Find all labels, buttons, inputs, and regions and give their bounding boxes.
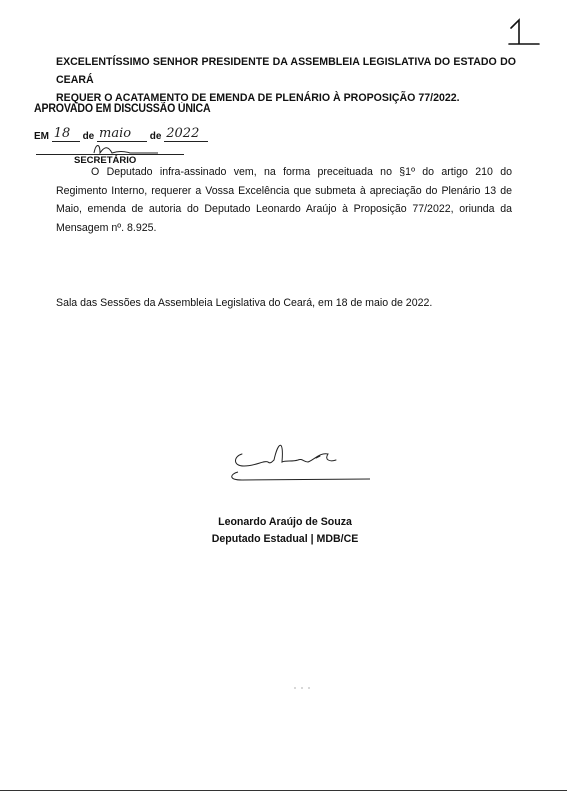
document-header (56, 53, 516, 107)
stamp-de-label-1: de (82, 131, 95, 142)
stamp-title: APROVADO EM DISCUSSÃO ÚNICA (34, 103, 211, 115)
request-paragraph-text: O Deputado infra-assinado vem, na forma preceituada no §1º do artigo 210 do Regimento Interno, requerer a Vossa Excelência que submeta à apreciação do Plenário 13 de Maio, emenda de autoria do Deputado Leonardo Araújo à Proposição 77/2022, oriunda da Mensagem nº. 8.925. (56, 166, 512, 234)
signer-name: Leonardo Araújo de Souza (218, 516, 352, 528)
stamp-em-label: EM (34, 131, 49, 142)
stamp-day: 18 (53, 126, 71, 141)
closing-line: Sala das Sessões da Assembleia Legislativa do Ceará, em 18 de maio de 2022. (56, 297, 433, 309)
footer-rule (0, 790, 567, 791)
request-paragraph (56, 163, 512, 237)
stamp-de-label-2: de (149, 131, 162, 142)
stamp-month: maio (99, 126, 132, 141)
header-line-1: EXCELENTÍSSIMO SENHOR PRESIDENTE DA ASSEMBLEIA LEGISLATIVA DO ESTADO DO CEARÁ (56, 56, 516, 86)
stamp-year: 2022 (166, 126, 200, 141)
stamp-day-field (52, 126, 80, 142)
signer-role: Deputado Estadual | MDB/CE (211, 533, 359, 545)
signer-block (150, 514, 420, 548)
header-line-2: REQUER O ACATAMENTO DE EMENDA DE PLENÁRIO À PROPOSIÇÃO 77/2022. (56, 92, 460, 104)
deputy-signature (212, 432, 372, 490)
stamp-year-field (164, 126, 208, 142)
handwritten-page-number (505, 14, 545, 50)
approval-stamp (34, 103, 234, 167)
scan-speck (292, 686, 312, 690)
secretary-label: SECRETÁRIO (74, 155, 137, 166)
